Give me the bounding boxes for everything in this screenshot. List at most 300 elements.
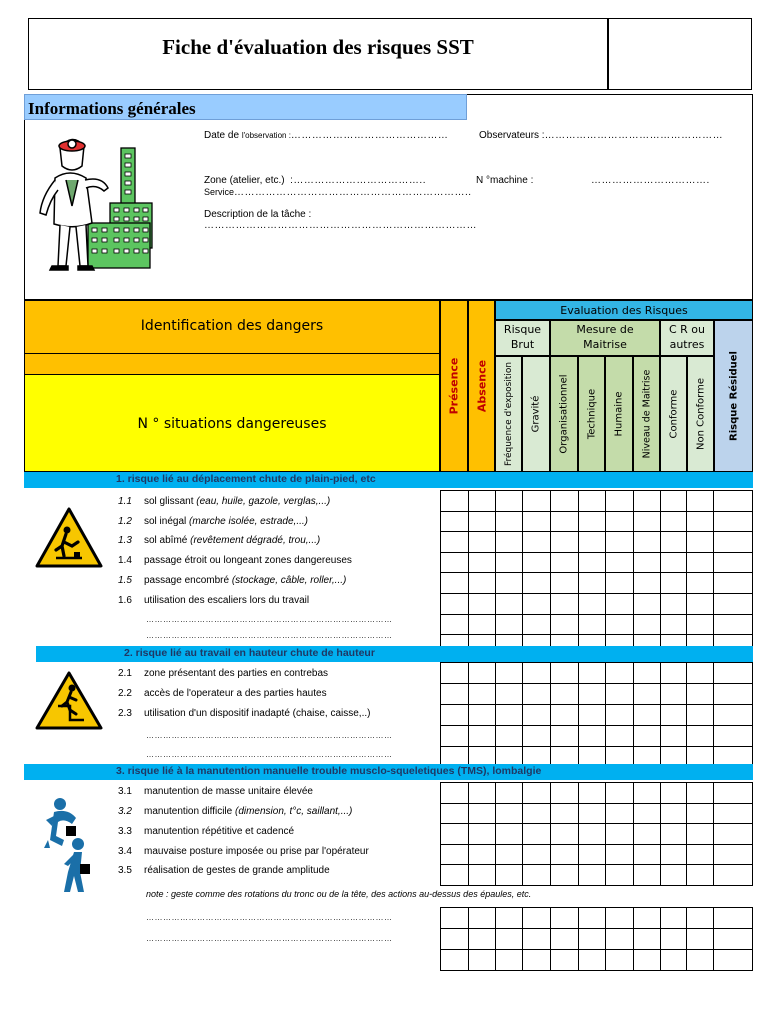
row-num: 1.6	[118, 595, 132, 606]
grid-cell[interactable]	[605, 684, 633, 705]
row-detail: (revêtement dégradé, trou,...)	[190, 535, 321, 546]
grid-cell[interactable]	[660, 663, 687, 684]
grid-row	[441, 491, 753, 512]
grid-cell[interactable]	[550, 614, 578, 635]
grid-cell[interactable]	[550, 705, 578, 726]
frequence-label: Fréquence d'exposition	[503, 361, 514, 467]
date-label-small: l'observation :	[241, 131, 291, 140]
grid-cell[interactable]	[495, 929, 522, 950]
row-num: 2.3	[118, 708, 132, 719]
humaine-label: Humaine	[613, 391, 625, 437]
machine-field[interactable]: …………………………….	[591, 175, 710, 186]
grid-cell[interactable]	[660, 726, 687, 747]
grid-cell[interactable]	[550, 803, 578, 824]
cr-header	[660, 320, 714, 356]
grid-cell[interactable]	[550, 844, 578, 865]
grid-cell[interactable]	[522, 614, 550, 635]
situations-label: N ° situations dangereuses	[137, 416, 327, 432]
grid-cell[interactable]	[550, 573, 578, 594]
grid-cell[interactable]	[660, 783, 687, 804]
grid-cell[interactable]	[660, 950, 687, 971]
grid-cell[interactable]	[468, 726, 495, 747]
grid-cell[interactable]	[550, 663, 578, 684]
grid-cell[interactable]	[714, 614, 753, 635]
row-2-2	[118, 688, 327, 699]
grid-cell[interactable]	[441, 950, 469, 971]
grid-cell[interactable]	[468, 491, 495, 512]
grid-cell[interactable]	[468, 824, 495, 845]
identification-spacer	[24, 354, 440, 374]
grid-cell[interactable]	[578, 865, 605, 886]
grid-cell[interactable]	[522, 726, 550, 747]
grid-cell[interactable]	[687, 950, 714, 971]
grid-cell[interactable]	[714, 552, 753, 573]
row-num: 3.3	[118, 826, 132, 837]
grid-cell[interactable]	[687, 684, 714, 705]
general-info-heading: Informations générales	[24, 94, 467, 120]
grid-cell[interactable]	[714, 783, 753, 804]
grid-cell[interactable]	[687, 573, 714, 594]
grid-cell[interactable]	[605, 511, 633, 532]
grid-cell[interactable]	[714, 908, 753, 929]
grid-cell[interactable]	[441, 803, 469, 824]
row-detail: (dimension, t°c, saillant,...)	[234, 806, 353, 817]
grid-row	[441, 511, 753, 532]
grid-cell[interactable]	[441, 663, 469, 684]
grid-cell[interactable]	[660, 573, 687, 594]
grid-cell[interactable]	[495, 573, 522, 594]
grid-cell[interactable]	[687, 783, 714, 804]
date-label: Date de	[204, 130, 240, 141]
row-num: 3.2	[118, 806, 132, 817]
grid-cell[interactable]	[687, 511, 714, 532]
grid-cell[interactable]	[605, 783, 633, 804]
page-title: Fiche d'évaluation des risques SST	[162, 35, 474, 59]
grid-cell[interactable]	[495, 950, 522, 971]
technique-header	[578, 356, 605, 472]
grid-cell[interactable]	[578, 552, 605, 573]
grid-cell[interactable]	[550, 532, 578, 553]
grid-cell[interactable]	[495, 552, 522, 573]
grid-cell[interactable]	[550, 824, 578, 845]
grid-cell[interactable]	[522, 511, 550, 532]
grid-cell[interactable]	[495, 803, 522, 824]
row-text: réalisation de gestes de grande amplitude	[144, 865, 330, 876]
grid-row	[441, 593, 753, 614]
grid-cell[interactable]	[522, 950, 550, 971]
grid-cell[interactable]	[633, 552, 660, 573]
grid-cell[interactable]	[633, 491, 660, 512]
niveau-label: Niveau de Maitrise	[641, 369, 652, 459]
row-num: 3.1	[118, 786, 132, 797]
grid-cell[interactable]	[550, 491, 578, 512]
row-text: accès de l'operateur a des parties hautes	[144, 688, 327, 699]
section-3-grid-extra	[440, 907, 753, 971]
residuel-header	[714, 320, 753, 472]
grid-row	[441, 705, 753, 726]
grid-cell[interactable]	[495, 684, 522, 705]
grid-cell[interactable]	[605, 663, 633, 684]
grid-cell[interactable]	[522, 705, 550, 726]
grid-cell[interactable]	[633, 783, 660, 804]
grid-cell[interactable]	[605, 726, 633, 747]
grid-cell[interactable]	[468, 573, 495, 594]
grid-cell[interactable]	[633, 532, 660, 553]
grid-cell[interactable]	[578, 491, 605, 512]
grid-cell[interactable]	[578, 908, 605, 929]
grid-cell[interactable]	[578, 726, 605, 747]
grid-cell[interactable]	[578, 573, 605, 594]
grid-cell[interactable]	[687, 663, 714, 684]
row-num: 1.5	[118, 575, 132, 586]
grid-cell[interactable]	[660, 684, 687, 705]
risque-brut-label: Risque Brut	[503, 323, 542, 351]
grid-cell[interactable]	[714, 684, 753, 705]
row-text: utilisation des escaliers lors du travail	[144, 595, 310, 606]
grid-cell[interactable]	[550, 929, 578, 950]
mesure-label: Mesure de Maitrise	[576, 323, 634, 351]
non-conforme-label: Non Conforme	[695, 377, 706, 451]
grid-cell[interactable]	[714, 663, 753, 684]
grid-cell[interactable]	[633, 929, 660, 950]
grid-cell[interactable]	[687, 929, 714, 950]
grid-cell[interactable]	[468, 684, 495, 705]
grid-cell[interactable]	[714, 929, 753, 950]
grid-cell[interactable]	[605, 491, 633, 512]
grid-cell[interactable]	[578, 511, 605, 532]
grid-cell[interactable]	[633, 865, 660, 886]
grid-cell[interactable]	[522, 684, 550, 705]
blank-line-2a[interactable]: ……………………………………………………………………………	[146, 731, 393, 740]
task-field[interactable]: ……………………………………………………………………	[204, 220, 477, 231]
grid-cell[interactable]	[578, 532, 605, 553]
grid-cell[interactable]	[633, 726, 660, 747]
grid-cell[interactable]	[578, 950, 605, 971]
grid-cell[interactable]	[441, 929, 469, 950]
row-2-1	[118, 668, 328, 679]
grid-cell[interactable]	[605, 614, 633, 635]
grid-cell[interactable]	[714, 705, 753, 726]
row-detail: (eau, huile, gazole, verglas,...)	[196, 496, 331, 507]
grid-cell[interactable]	[633, 705, 660, 726]
grid-cell[interactable]	[714, 824, 753, 845]
grid-cell[interactable]	[495, 663, 522, 684]
machine-field-label: N °machine :	[476, 175, 534, 186]
grid-cell[interactable]	[605, 593, 633, 614]
blank-line-1b[interactable]: ……………………………………………………………………………	[146, 631, 393, 640]
row-1-3	[118, 535, 320, 546]
grid-cell[interactable]	[468, 865, 495, 886]
grid-cell[interactable]	[660, 844, 687, 865]
grid-cell[interactable]	[550, 865, 578, 886]
grid-cell[interactable]	[605, 844, 633, 865]
row-num: 1.1	[118, 496, 132, 507]
grid-cell[interactable]	[687, 726, 714, 747]
grid-cell[interactable]	[468, 614, 495, 635]
section-2-bar: 2. risque lié au travail en hauteur chute de hauteur	[36, 646, 753, 662]
grid-cell[interactable]	[687, 844, 714, 865]
grid-cell[interactable]	[441, 783, 469, 804]
grid-cell[interactable]	[468, 803, 495, 824]
zone-label: Zone (atelier, etc.)	[204, 175, 285, 186]
grid-cell[interactable]	[495, 865, 522, 886]
grid-row	[441, 803, 753, 824]
grid-cell[interactable]	[605, 573, 633, 594]
grid-cell[interactable]	[687, 908, 714, 929]
row-3-1	[118, 786, 313, 797]
grid-cell[interactable]	[495, 614, 522, 635]
row-num: 1.4	[118, 555, 132, 566]
grid-cell[interactable]	[633, 950, 660, 971]
residuel-label: Risque Résiduel	[728, 351, 739, 441]
slip-hazard-icon	[34, 506, 104, 570]
grid-cell[interactable]	[660, 532, 687, 553]
grid-cell[interactable]	[441, 614, 469, 635]
mesure-header	[550, 320, 660, 356]
row-num: 3.4	[118, 846, 132, 857]
grid-cell[interactable]	[495, 511, 522, 532]
blank-line-3b[interactable]: ……………………………………………………………………………	[146, 934, 393, 943]
grid-cell[interactable]	[633, 663, 660, 684]
grid-cell[interactable]	[441, 552, 469, 573]
grid-cell[interactable]	[522, 803, 550, 824]
grid-cell[interactable]	[687, 552, 714, 573]
grid-cell[interactable]	[468, 705, 495, 726]
grid-cell[interactable]	[550, 511, 578, 532]
date-dots: ………………………………………	[290, 130, 449, 141]
grid-cell[interactable]	[468, 908, 495, 929]
grid-cell[interactable]	[441, 593, 469, 614]
absence-header	[468, 300, 495, 472]
blank-line-3a[interactable]: ……………………………………………………………………………	[146, 913, 393, 922]
grid-cell[interactable]	[687, 532, 714, 553]
grid-cell[interactable]	[687, 824, 714, 845]
grid-cell[interactable]	[633, 844, 660, 865]
grid-cell[interactable]	[468, 593, 495, 614]
grid-cell[interactable]	[714, 950, 753, 971]
grid-cell[interactable]	[578, 663, 605, 684]
grid-cell[interactable]	[687, 614, 714, 635]
grid-cell[interactable]	[495, 783, 522, 804]
grid-cell[interactable]	[578, 929, 605, 950]
grid-cell[interactable]	[495, 705, 522, 726]
grid-cell[interactable]	[550, 726, 578, 747]
grid-cell[interactable]	[714, 865, 753, 886]
grid-cell[interactable]	[633, 573, 660, 594]
grid-cell[interactable]	[714, 532, 753, 553]
grid-cell[interactable]	[441, 705, 469, 726]
grid-cell[interactable]	[687, 491, 714, 512]
row-1-4	[118, 555, 352, 566]
grid-cell[interactable]	[633, 803, 660, 824]
grid-cell[interactable]	[441, 511, 469, 532]
observers-field[interactable]	[479, 130, 723, 141]
grid-cell[interactable]	[714, 573, 753, 594]
grid-cell[interactable]	[495, 908, 522, 929]
humaine-header	[605, 356, 633, 472]
doctor-illustration	[30, 128, 160, 276]
observers-label: Observateurs :	[479, 130, 545, 141]
grid-cell[interactable]	[660, 491, 687, 512]
grid-cell[interactable]	[633, 824, 660, 845]
grid-cell[interactable]	[468, 950, 495, 971]
grid-cell[interactable]	[633, 908, 660, 929]
grid-cell[interactable]	[522, 844, 550, 865]
grid-cell[interactable]	[495, 593, 522, 614]
grid-cell[interactable]	[660, 593, 687, 614]
row-num: 1.2	[118, 516, 132, 527]
grid-cell[interactable]	[660, 803, 687, 824]
grid-cell[interactable]	[578, 824, 605, 845]
grid-cell[interactable]	[550, 552, 578, 573]
grid-cell[interactable]	[550, 783, 578, 804]
risque-brut-header	[495, 320, 550, 356]
grid-cell[interactable]	[605, 950, 633, 971]
grid-cell[interactable]	[578, 593, 605, 614]
fall-hazard-icon	[34, 670, 104, 732]
row-text: sol abîmé	[144, 535, 188, 546]
grid-cell[interactable]	[660, 552, 687, 573]
grid-cell[interactable]	[605, 908, 633, 929]
grid-cell[interactable]	[495, 532, 522, 553]
grid-row	[441, 950, 753, 971]
grid-cell[interactable]	[660, 705, 687, 726]
zone-field[interactable]	[204, 175, 426, 186]
identification-header	[24, 300, 440, 354]
grid-cell[interactable]	[468, 532, 495, 553]
grid-cell[interactable]	[441, 908, 469, 929]
grid-cell[interactable]	[495, 726, 522, 747]
grid-cell[interactable]	[441, 726, 469, 747]
grid-cell[interactable]	[714, 511, 753, 532]
grid-cell[interactable]	[522, 552, 550, 573]
grid-cell[interactable]	[522, 929, 550, 950]
grid-cell[interactable]	[441, 824, 469, 845]
grid-cell[interactable]	[495, 824, 522, 845]
grid-cell[interactable]	[522, 491, 550, 512]
grid-cell[interactable]	[578, 803, 605, 824]
grid-cell[interactable]	[605, 705, 633, 726]
grid-cell[interactable]	[714, 844, 753, 865]
grid-cell[interactable]	[578, 705, 605, 726]
grid-cell[interactable]	[660, 929, 687, 950]
grid-cell[interactable]	[633, 684, 660, 705]
grid-cell[interactable]	[550, 908, 578, 929]
grid-cell[interactable]	[687, 705, 714, 726]
grid-row	[441, 532, 753, 553]
grid-cell[interactable]	[550, 593, 578, 614]
grid-cell[interactable]	[687, 865, 714, 886]
grid-cell[interactable]	[522, 532, 550, 553]
row-text: manutention de masse unitaire élevée	[144, 786, 313, 797]
grid-cell[interactable]	[714, 803, 753, 824]
date-field[interactable]	[204, 130, 448, 141]
grid-cell[interactable]	[495, 844, 522, 865]
absence-label: Absence	[475, 359, 488, 413]
grid-cell[interactable]	[522, 865, 550, 886]
niveau-header	[633, 356, 660, 472]
grid-cell[interactable]	[578, 614, 605, 635]
title-box	[28, 18, 752, 90]
grid-cell[interactable]	[578, 844, 605, 865]
grid-cell[interactable]	[468, 663, 495, 684]
grid-cell[interactable]	[522, 573, 550, 594]
grid-cell[interactable]	[687, 593, 714, 614]
grid-cell[interactable]	[660, 908, 687, 929]
observers-dots: ……………………………………………	[544, 130, 724, 141]
grid-row	[441, 844, 753, 865]
grid-cell[interactable]	[522, 908, 550, 929]
row-3-5	[118, 865, 330, 876]
grid-cell[interactable]	[441, 491, 469, 512]
grid-cell[interactable]	[633, 511, 660, 532]
grid-cell[interactable]	[605, 552, 633, 573]
grid-cell[interactable]	[522, 593, 550, 614]
grid-cell[interactable]	[660, 824, 687, 845]
grid-cell[interactable]	[660, 614, 687, 635]
grid-cell[interactable]	[468, 929, 495, 950]
grid-cell[interactable]	[441, 684, 469, 705]
grid-cell[interactable]	[441, 573, 469, 594]
grid-cell[interactable]	[441, 865, 469, 886]
grid-cell[interactable]	[714, 726, 753, 747]
grid-cell[interactable]	[468, 783, 495, 804]
row-text: sol glissant	[144, 496, 194, 507]
grid-cell[interactable]	[605, 865, 633, 886]
grid-cell[interactable]	[605, 929, 633, 950]
grid-cell[interactable]	[578, 783, 605, 804]
identification-label: Identification des dangers	[140, 318, 324, 334]
grid-cell[interactable]	[714, 593, 753, 614]
organisationnel-label: Organisationnel	[558, 374, 570, 454]
grid-cell[interactable]	[660, 865, 687, 886]
grid-cell[interactable]	[605, 532, 633, 553]
grid-cell[interactable]	[468, 511, 495, 532]
grid-cell[interactable]	[441, 844, 469, 865]
grid-cell[interactable]	[633, 614, 660, 635]
manual-handling-icon	[38, 796, 102, 896]
grid-cell[interactable]	[714, 491, 753, 512]
row-text: utilisation d'un dispositif inadapté (chaise, caisse,..)	[144, 708, 371, 719]
grid-cell[interactable]	[522, 824, 550, 845]
service-field[interactable]	[204, 187, 472, 198]
grid-cell[interactable]	[578, 684, 605, 705]
grid-cell[interactable]	[687, 803, 714, 824]
grid-cell[interactable]	[550, 950, 578, 971]
grid-cell[interactable]	[522, 663, 550, 684]
section-3-note: note : geste comme des rotations du tronc ou de la tête, des actions au-dessus des épaules, etc.	[146, 889, 532, 899]
row-num: 1.3	[118, 535, 132, 546]
task-label: Description de la tâche :	[204, 209, 312, 220]
row-text: mauvaise posture imposée ou prise par l'opérateur	[144, 846, 369, 857]
grid-cell[interactable]	[660, 511, 687, 532]
blank-line-1a[interactable]: ……………………………………………………………………………	[146, 615, 393, 624]
grid-cell[interactable]	[605, 824, 633, 845]
blank-line-2b[interactable]: ……………………………………………………………………………	[146, 750, 393, 759]
grid-cell[interactable]	[468, 844, 495, 865]
grid-cell[interactable]	[605, 803, 633, 824]
grid-cell[interactable]	[522, 783, 550, 804]
grid-cell[interactable]	[468, 552, 495, 573]
grid-cell[interactable]	[441, 532, 469, 553]
grid-cell[interactable]	[550, 684, 578, 705]
grid-row	[441, 824, 753, 845]
row-text: passage étroit ou longeant zones dangereuses	[144, 555, 352, 566]
grid-cell[interactable]	[495, 491, 522, 512]
service-label: Service	[204, 187, 235, 197]
grid-cell[interactable]	[633, 593, 660, 614]
grid-row	[441, 908, 753, 929]
